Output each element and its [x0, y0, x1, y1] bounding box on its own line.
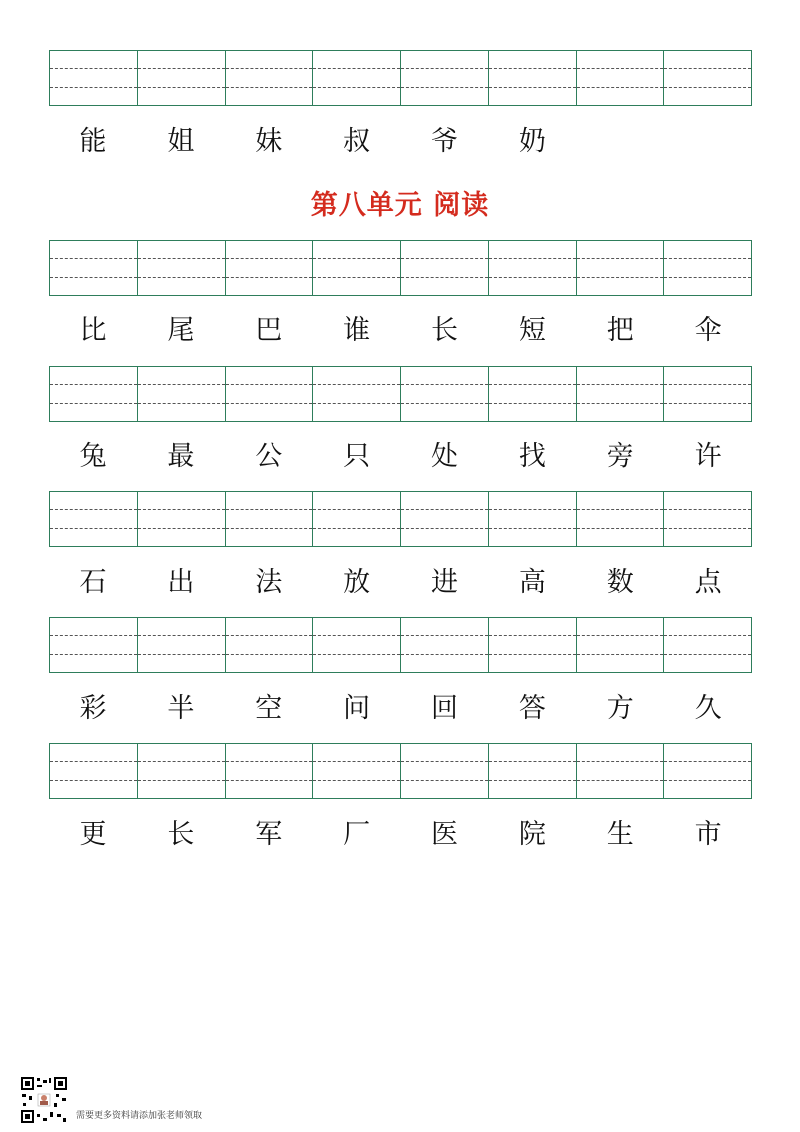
grid-cell [50, 51, 138, 105]
character: 姐 [167, 126, 195, 157]
character: 找 [518, 441, 546, 472]
character: 叔 [343, 126, 371, 157]
grid-cell [489, 492, 577, 546]
grid-cell [401, 367, 489, 421]
writing-grid-2 [49, 240, 752, 296]
grid-cell [226, 51, 314, 105]
character: 伞 [694, 315, 722, 346]
grid-cell [664, 241, 751, 295]
grid-cell [138, 241, 226, 295]
character: 数 [606, 567, 634, 598]
character: 医 [430, 819, 458, 850]
char-row-6 [49, 815, 752, 855]
character: 比 [79, 315, 107, 346]
grid-cell [664, 618, 751, 672]
grid-cell [226, 618, 314, 672]
grid-cell [313, 618, 401, 672]
character: 方 [606, 693, 634, 724]
character: 把 [606, 315, 634, 346]
character: 谁 [343, 315, 371, 346]
character: 旁 [606, 441, 634, 472]
grid-cell [577, 744, 665, 798]
grid-cell [50, 367, 138, 421]
grid-cell [50, 618, 138, 672]
character: 只 [343, 441, 371, 472]
grid-cell [226, 744, 314, 798]
character: 军 [255, 819, 283, 850]
character [576, 122, 664, 162]
character: 尾 [167, 315, 195, 346]
grid-cell [50, 744, 138, 798]
character: 生 [606, 819, 634, 850]
grid-cell [138, 618, 226, 672]
grid-cell [401, 492, 489, 546]
grid-cell [489, 51, 577, 105]
character: 市 [694, 819, 722, 850]
grid-cell [664, 51, 751, 105]
grid-cell [401, 51, 489, 105]
char-row-4 [49, 563, 752, 603]
writing-grid-5 [49, 617, 752, 673]
character: 兔 [79, 441, 107, 472]
character: 久 [694, 693, 722, 724]
grid-cell [577, 367, 665, 421]
character: 短 [518, 315, 546, 346]
character: 放 [343, 567, 371, 598]
section-title: 第八单元 阅读 [310, 190, 490, 221]
character: 公 [255, 441, 283, 472]
grid-cell [577, 51, 665, 105]
char-row-2 [49, 311, 752, 351]
character: 长 [430, 315, 458, 346]
character: 答 [518, 693, 546, 724]
grid-cell [313, 744, 401, 798]
character: 半 [167, 693, 195, 724]
character: 妹 [255, 126, 283, 157]
grid-cell [313, 367, 401, 421]
grid-cell [50, 492, 138, 546]
character: 法 [255, 567, 283, 598]
grid-cell [138, 744, 226, 798]
grid-cell [226, 492, 314, 546]
grid-cell [401, 241, 489, 295]
character: 更 [79, 819, 107, 850]
qr-code-icon [20, 1076, 68, 1124]
character: 长 [167, 819, 195, 850]
grid-cell [664, 744, 751, 798]
grid-cell [577, 492, 665, 546]
character: 彩 [79, 693, 107, 724]
grid-cell [313, 241, 401, 295]
grid-cell [138, 367, 226, 421]
character: 空 [255, 693, 283, 724]
character: 巴 [255, 315, 283, 346]
character: 厂 [343, 819, 371, 850]
character: 处 [430, 441, 458, 472]
writing-grid-4 [49, 491, 752, 547]
grid-cell [664, 367, 751, 421]
character: 能 [79, 126, 107, 157]
grid-cell [489, 744, 577, 798]
character: 最 [167, 441, 195, 472]
writing-grid-3 [49, 366, 752, 422]
character: 出 [167, 567, 195, 598]
character: 回 [430, 693, 458, 724]
character: 点 [694, 567, 722, 598]
character: 爷 [430, 126, 458, 157]
grid-cell [313, 492, 401, 546]
char-row-5 [49, 689, 752, 729]
grid-cell [138, 51, 226, 105]
grid-cell [489, 241, 577, 295]
grid-cell [401, 744, 489, 798]
character: 石 [79, 567, 107, 598]
character: 奶 [518, 126, 546, 157]
grid-cell [138, 492, 226, 546]
footer-note: 需要更多资料请添加张老师领取 [76, 1111, 203, 1121]
char-row-1 [49, 122, 752, 162]
grid-cell [226, 241, 314, 295]
character: 院 [518, 819, 546, 850]
writing-grid-6 [49, 743, 752, 799]
character [664, 122, 752, 162]
grid-cell [577, 241, 665, 295]
grid-cell [401, 618, 489, 672]
character: 许 [694, 441, 722, 472]
grid-cell [226, 367, 314, 421]
grid-cell [489, 618, 577, 672]
writing-grid-1 [49, 50, 752, 106]
grid-cell [664, 492, 751, 546]
grid-cell [577, 618, 665, 672]
grid-cell [313, 51, 401, 105]
char-row-3 [49, 437, 752, 477]
grid-cell [50, 241, 138, 295]
character: 高 [518, 567, 546, 598]
grid-cell [489, 367, 577, 421]
character: 问 [343, 693, 371, 724]
character: 进 [430, 567, 458, 598]
